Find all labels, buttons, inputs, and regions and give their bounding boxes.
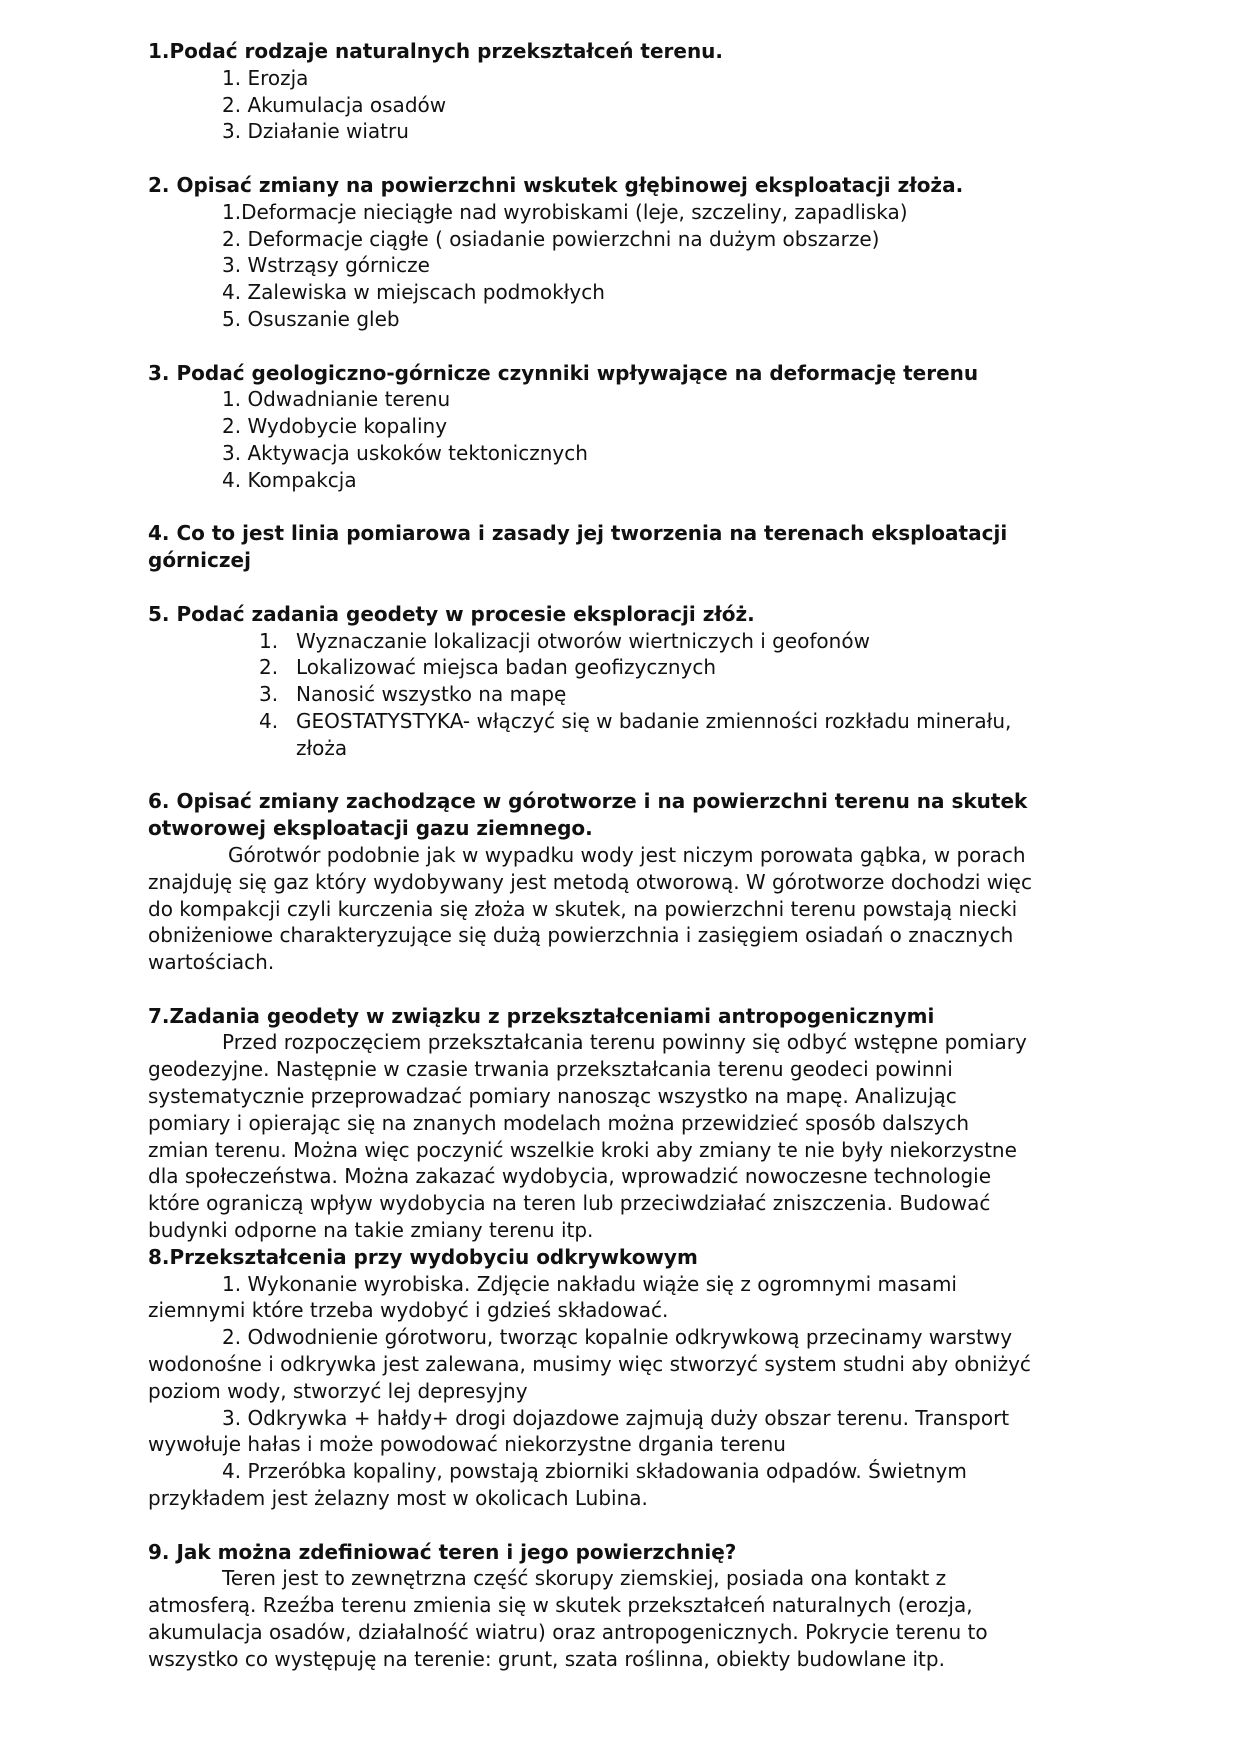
list-item <box>148 681 1168 708</box>
blank-line <box>148 976 1168 1003</box>
question-section <box>148 172 1168 333</box>
paragraph-line: Górotwór podobnie jak w wypadku wody jest niczym porowata gąbka, w porach <box>228 842 1026 867</box>
list-item: 2. Akumulacja osadów <box>222 92 447 117</box>
document-page <box>148 38 1168 1673</box>
list-item <box>148 708 1168 735</box>
question-section <box>148 360 1168 494</box>
list-text: Wyznaczanie lokalizacji otworów wiertniczych i geofonów <box>296 628 870 653</box>
list-text: Nanosić wszystko na mapę <box>296 682 567 707</box>
list-number: 3. <box>259 682 279 707</box>
question-heading: 9. Jak można zdefiniować teren i jego powierzchnię? <box>148 1539 737 1564</box>
question-heading: górniczej <box>148 548 251 573</box>
list-item <box>148 654 1168 681</box>
paragraph-line: 4. Przeróbka kopaliny, powstają zbiorniki składowania odpadów. Świetnym <box>222 1459 967 1484</box>
paragraph-line: 2. Odwodnienie górotworu, tworząc kopalnie odkrywkową przecinamy warstwy <box>222 1325 1013 1350</box>
list-item: 1. Erozja <box>222 65 309 90</box>
list-item: 2. Wydobycie kopaliny <box>222 414 448 439</box>
list-number: 4. <box>259 708 279 733</box>
paragraph-line: geodezyjne. Następnie w czasie trwania przekształcania terenu geodeci powinni <box>148 1057 953 1082</box>
question-section <box>148 601 1168 762</box>
paragraph-line: dla społeczeństwa. Można zakazać wydobycia, wprowadzić nowoczesne technologie <box>148 1164 992 1189</box>
question-heading: 7.Zadania geodety w związku z przekształceniami antropogenicznymi <box>148 1003 935 1028</box>
paragraph-line: przykładem jest żelazny most w okolicach Lubina. <box>148 1486 648 1511</box>
question-section <box>148 1244 1168 1512</box>
list-item: 1.Deformacje nieciągłe nad wyrobiskami (leje, szczeliny, zapadliska) <box>222 199 908 224</box>
question-heading: 5. Podać zadania geodety w procesie eksploracji złóż. <box>148 601 755 626</box>
paragraph-line: budynki odporne na takie zmiany terenu itp. <box>148 1218 594 1243</box>
question-section <box>148 1539 1168 1673</box>
paragraph-line: atmosferą. Rzeźba terenu zmienia się w skutek przekształceń naturalnych (erozja, <box>148 1593 973 1618</box>
list-item: 4. Zalewiska w miejscach podmokłych <box>222 280 605 305</box>
blank-line <box>148 762 1168 789</box>
list-text: Lokalizować miejsca badan geofizycznych <box>296 655 717 680</box>
list-number: 2. <box>259 655 279 680</box>
paragraph-line: wszystko co występuję na terenie: grunt, szata roślinna, obiekty budowlane itp. <box>148 1646 945 1671</box>
list-item: 4. Kompakcja <box>222 467 357 492</box>
paragraph-line: ziemnymi które trzeba wydobyć i gdzieś składować. <box>148 1298 669 1323</box>
list-item: 3. Aktywacja uskoków tektonicznych <box>222 440 588 465</box>
question-heading: 4. Co to jest linia pomiarowa i zasady jej tworzenia na terenach eksploatacji <box>148 521 1008 546</box>
question-heading: otworowej eksploatacji gazu ziemnego. <box>148 816 593 841</box>
list-item: 3. Wstrząsy górnicze <box>222 253 430 278</box>
paragraph-line: akumulacja osadów, działalność wiatru) oraz antropogenicznych. Pokrycie terenu to <box>148 1620 988 1645</box>
paragraph-line: 1. Wykonanie wyrobiska. Zdjęcie nakładu wiąże się z ogromnymi masami <box>222 1271 957 1296</box>
list-item: 1. Odwadnianie terenu <box>222 387 451 412</box>
paragraph-line: poziom wody, stworzyć lej depresyjny <box>148 1378 528 1403</box>
question-section <box>148 38 1168 145</box>
question-section <box>148 788 1168 976</box>
list-item: 5. Osuszanie gleb <box>222 306 400 331</box>
paragraph-line: wodonośne i odkrywka jest zalewana, musimy więc stworzyć system studni aby obniżyć <box>148 1352 1031 1377</box>
question-heading: 2. Opisać zmiany na powierzchni wskutek głębinowej eksploatacji złoża. <box>148 172 964 197</box>
blank-line <box>148 333 1168 360</box>
list-item: złoża <box>296 735 348 760</box>
list-item: 2. Deformacje ciągłe ( osiadanie powierzchni na dużym obszarze) <box>222 226 880 251</box>
paragraph-line: do kompakcji czyli kurczenia się złoża w skutek, na powierzchni terenu powstają niecki <box>148 896 1018 921</box>
question-heading: 8.Przekształcenia przy wydobyciu odkrywkowym <box>148 1244 698 1269</box>
paragraph-line: wartościach. <box>148 950 275 975</box>
paragraph-line: które ograniczą wpływ wydobycia na teren lub przeciwdziałać zniszczenia. Budować <box>148 1191 991 1216</box>
paragraph-line: wywołuje hałas i może powodować niekorzystne drgania terenu <box>148 1432 786 1457</box>
list-number: 1. <box>259 628 279 653</box>
question-heading: 6. Opisać zmiany zachodzące w górotworze i na powierzchni terenu na skutek <box>148 789 1028 814</box>
paragraph-line: Przed rozpoczęciem przekształcania terenu powinny się odbyć wstępne pomiary <box>222 1030 1027 1055</box>
paragraph-line: pomiary i opierając się na znanych modelach można przewidzieć sposób dalszych <box>148 1110 969 1135</box>
blank-line <box>148 145 1168 172</box>
paragraph-line: obniżeniowe charakteryzujące się dużą powierzchnia i zasięgiem osiadań o znacznych <box>148 923 1014 948</box>
paragraph-line: Teren jest to zewnętrzna część skorupy ziemskiej, posiada ona kontakt z <box>222 1566 947 1591</box>
blank-line <box>148 494 1168 521</box>
question-section <box>148 520 1168 574</box>
question-heading: 1.Podać rodzaje naturalnych przekształceń terenu. <box>148 39 724 63</box>
blank-line <box>148 574 1168 601</box>
question-heading: 3. Podać geologiczno-górnicze czynniki wpływające na deformację terenu <box>148 360 979 385</box>
paragraph-line: systematycznie przeprowadzać pomiary nanosząc wszystko na mapę. Analizując <box>148 1084 957 1109</box>
paragraph-line: 3. Odkrywka + hałdy+ drogi dojazdowe zajmują duży obszar terenu. Transport <box>222 1405 1010 1430</box>
list-item <box>148 628 1168 655</box>
list-item: 3. Działanie wiatru <box>222 119 409 144</box>
paragraph-line: znajduję się gaz który wydobywany jest metodą otworową. W górotworze dochodzi więc <box>148 869 1032 894</box>
question-section <box>148 1003 1168 1244</box>
paragraph-line: zmian terenu. Można więc poczynić wszelkie kroki aby zmiany te nie były niekorzystne <box>148 1137 1017 1162</box>
blank-line <box>148 1512 1168 1539</box>
list-text: GEOSTATYSTYKA- włączyć się w badanie zmienności rozkładu minerału, <box>296 708 1012 733</box>
